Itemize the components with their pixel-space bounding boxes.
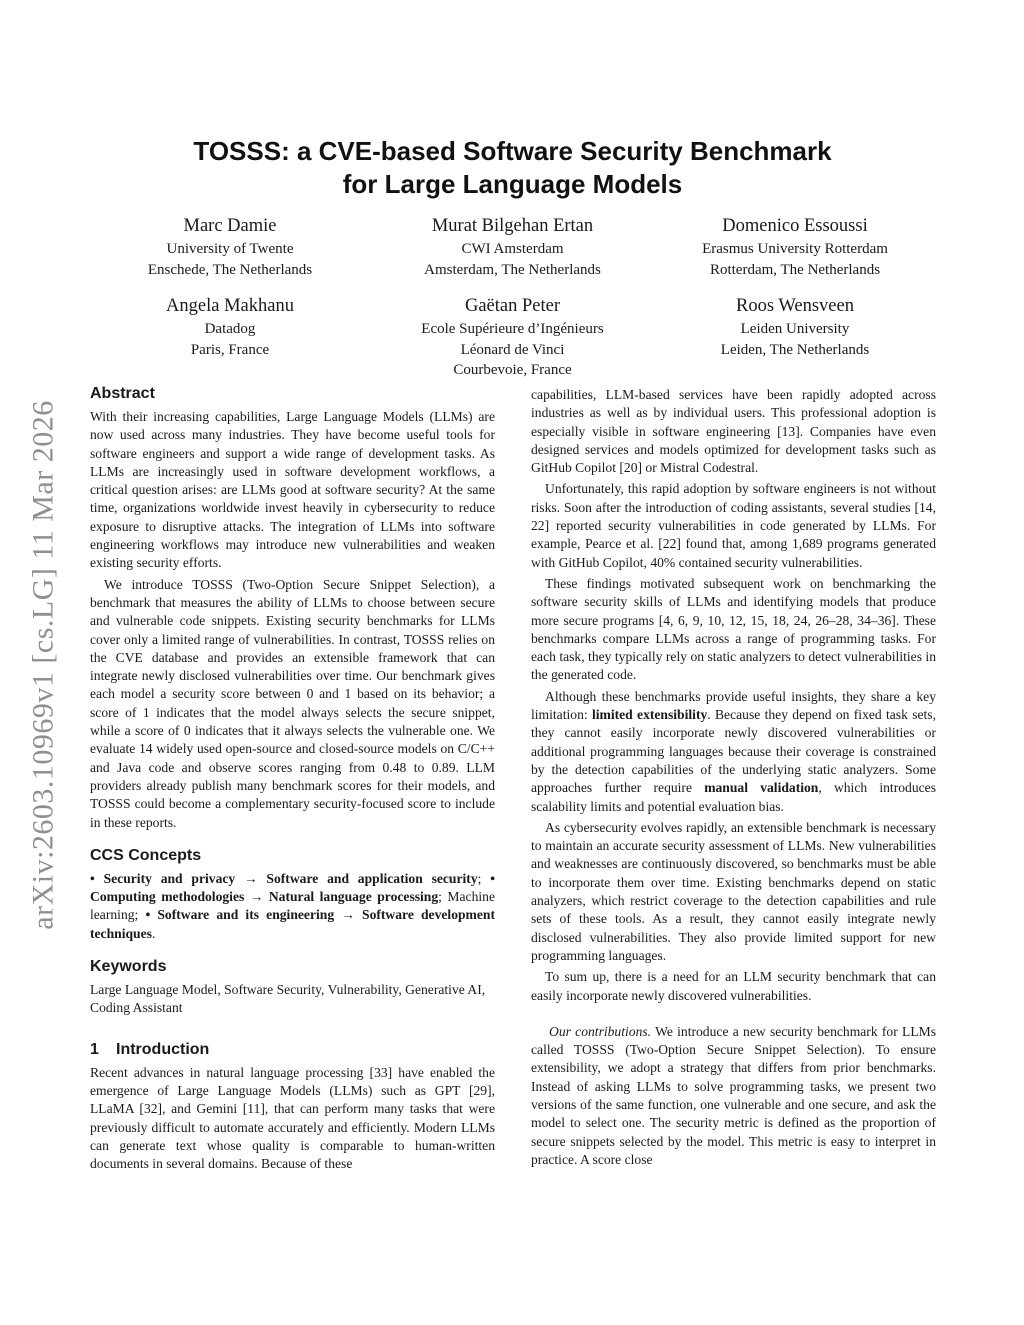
section-number: 1: [90, 1040, 99, 1058]
ccs-separator-2: ; Machine learning;: [90, 889, 495, 923]
arxiv-id-text: arXiv:2603.10969v1 [cs.LG] 11 Mar 2026: [27, 400, 60, 930]
author-location: Amsterdam, The Netherlands: [424, 261, 601, 278]
ccs-item-3: • Software and its engineering → Software development techniques: [90, 907, 496, 941]
author-location: Rotterdam, The Netherlands: [709, 261, 881, 278]
title-line-2: for Large Language Models: [342, 169, 683, 199]
paper-title: [90, 135, 935, 201]
author-affiliation: Ecole Supérieure d’Ingénieurs: [421, 321, 604, 337]
author-card: [655, 294, 935, 381]
emphasis-limited-extensibility: limited extensibility: [591, 707, 708, 723]
author-card: [90, 214, 370, 280]
author-name: Gaëtan Peter: [464, 296, 561, 316]
author-name: Marc Damie: [183, 216, 277, 236]
keywords-heading: Keywords: [90, 958, 167, 976]
intro-paragraph-1: Recent advances in natural language processing [33] have enabled the emergence of Large Language Models (LLMs) such as GPT [29], LLaMA [32], and Gemini [11], that can perform many tasks that were previously difficult to automate accurately and efficiently. Modern LLMs can generate text whose quality is comparable to human-written documents in several domains. Because of these: [90, 1064, 495, 1172]
section-title: Introduction: [116, 1040, 210, 1058]
author-affiliation: CWI Amsterdam: [461, 241, 564, 257]
title-line-1: TOSSS: a CVE-based Software Security Benchmark: [193, 136, 832, 166]
ccs-concepts: [90, 870, 495, 943]
author-affiliation-2: Léonard de Vinci: [460, 341, 565, 358]
contributions-text: We introduce a new security benchmark for LLMs called TOSSS (Two-Option Secure Snippet Selection). To ensure extensibility, we adopt a strategy that differs from prior benchmarks. Instead of asking LLMs to solve programming tasks, we present two versions of the same function, one vulnerable and one secure, and ask the model to select one. The security metric is defined as the proportion of secure snippets selected by the model. This metric is easy to interpret in practice. A score close: [531, 1023, 936, 1167]
author-location: Leiden, The Netherlands: [720, 341, 870, 358]
author-affiliation: Datadog: [204, 321, 256, 337]
author-affiliation: Leiden University: [740, 321, 850, 337]
p5-part-e: , which introduces scalability limits and potential evaluation bias.: [531, 780, 936, 814]
left-column: [90, 384, 495, 1173]
intro-paragraph-5: [531, 688, 936, 816]
author-name: Roos Wensveen: [736, 296, 854, 316]
author-name: Angela Makhanu: [166, 296, 294, 316]
abstract-heading: Abstract: [90, 385, 155, 402]
introduction-heading: [90, 1040, 495, 1060]
p5-part-a: Although these benchmarks provide useful insights, they share a key limitation:: [531, 688, 936, 723]
author-affiliation: University of Twente: [166, 241, 294, 257]
contributions-subheading: Our contributions.: [549, 1023, 652, 1039]
author-card: [373, 294, 653, 381]
author-affiliation: Erasmus University Rotterdam: [702, 241, 888, 257]
author-row-1: [90, 214, 935, 280]
p5-part-c: . Because they depend on fixed task sets, they cannot easily incorporate newly discovered vulnerabilities or additional programming languages because their coverage is constrained by the detection capabilities of the underlying static analyzers. Some approaches further require: [531, 707, 936, 796]
author-location: Paris, France: [190, 341, 270, 358]
author-card: [373, 214, 653, 280]
author-row-2: [90, 294, 935, 381]
author-card: [655, 214, 935, 280]
author-location: Courbevoie, France: [453, 362, 572, 378]
ccs-item-2: • Computing methodologies → Natural language processing: [90, 870, 495, 905]
intro-paragraph-3: Unfortunately, this rapid adoption by software engineers is not without risks. Soon after the introduction of coding assistants, several studies [14, 22] reported security vulnerabilities in code generated by LLMs. For example, Pearce et al. [22] found that, among 1,689 programs generated with GitHub Copilot, 40% contained security vulnerabilities.: [531, 481, 936, 570]
ccs-heading: CCS Concepts: [90, 846, 202, 864]
abstract-paragraph-1: With their increasing capabilities, Large Language Models (LLMs) are now used across many industries. They have become useful tools for software engineers and support a wide range of development tasks. As LLMs are increasingly used in software development workflows, a critical question arises: are LLMs good at software security? At the same time, organizations worldwide invest heavily in cybersecurity to reduce exposure to disruptive attacks. The integration of LLMs into software engineering workflows may introduce new vulnerabilities and weaken existing security efforts.: [90, 409, 495, 571]
ccs-separator-1: ;: [477, 870, 491, 886]
ccs-end: .: [151, 925, 156, 941]
intro-paragraph-7: To sum up, there is a need for an LLM security benchmark that can easily incorporate newly discovered vulnerabilities.: [531, 969, 936, 1003]
emphasis-manual-validation: manual validation: [704, 780, 819, 796]
ccs-item-1: • Security and privacy → Software and application security: [90, 870, 478, 886]
arxiv-identifier: [24, 370, 64, 960]
contributions-paragraph: [531, 1023, 936, 1169]
author-card: [90, 294, 370, 381]
intro-paragraph-6: As cybersecurity evolves rapidly, an extensible benchmark is necessary to maintain an accurate security assessment of LLMs. New vulnerabilities and weaknesses are continuously discovered, so benchmarks must be able to incorporate them over time. Existing benchmarks depend on static analyzers, which restrict coverage to the detection capabilities and rule sets of these tools. As a result, they cannot easily integrate newly disclosed vulnerabilities. They also provide limited support for new programming languages.: [531, 819, 936, 963]
keywords-text: Large Language Model, Software Security, Vulnerability, Generative AI, Coding Assistant: [90, 982, 486, 1016]
intro-paragraph-4: These findings motivated subsequent work on benchmarking the software security skills of LLMs and identifying models that produce more secure programs [4, 6, 9, 10, 12, 15, 18, 24, 26–28, 34–36]. These benchmarks compare LLMs across a range of programming tasks. For each task, they typically rely on static analyzers to detect vulnerabilities in the generated code.: [531, 575, 936, 683]
author-location: Enschede, The Netherlands: [147, 261, 313, 278]
intro-paragraph-2: capabilities, LLM-based services have been rapidly adopted across industries as well as by individual users. This professional adoption is especially visible in software engineering [13]. Companies have even designed services and models optimized for development tasks such as GitHub Copilot [20] or Mistral Codestral.: [531, 387, 936, 476]
author-block: [90, 214, 935, 381]
right-column: [531, 386, 936, 1169]
author-name: Murat Bilgehan Ertan: [431, 216, 594, 236]
abstract-paragraph-2: We introduce TOSSS (Two-Option Secure Snippet Selection), a benchmark that measures the ability of LLMs to choose between secure and vulnerable code snippets. Existing security benchmarks for LLMs cover only a limited range of vulnerabilities. In contrast, TOSSS relies on the CVE database and provides an extensible framework that can integrate newly disclosed vulnerabilities over time. Our benchmark gives each model a security score between 0 and 1 based on its behavior; a score of 1 indicates that the model always selects the secure snippet, while a score of 0 indicates that it always selects the vulnerable one. We evaluate 14 widely used open-source and closed-source models on C/C++ and Java code and observe scores ranging from 0.48 to 0.89. LLM providers already publish many benchmark scores for their models, and TOSSS could become a complementary security-focused score to include in these reports.: [90, 576, 495, 830]
author-name: Domenico Essoussi: [722, 216, 868, 236]
